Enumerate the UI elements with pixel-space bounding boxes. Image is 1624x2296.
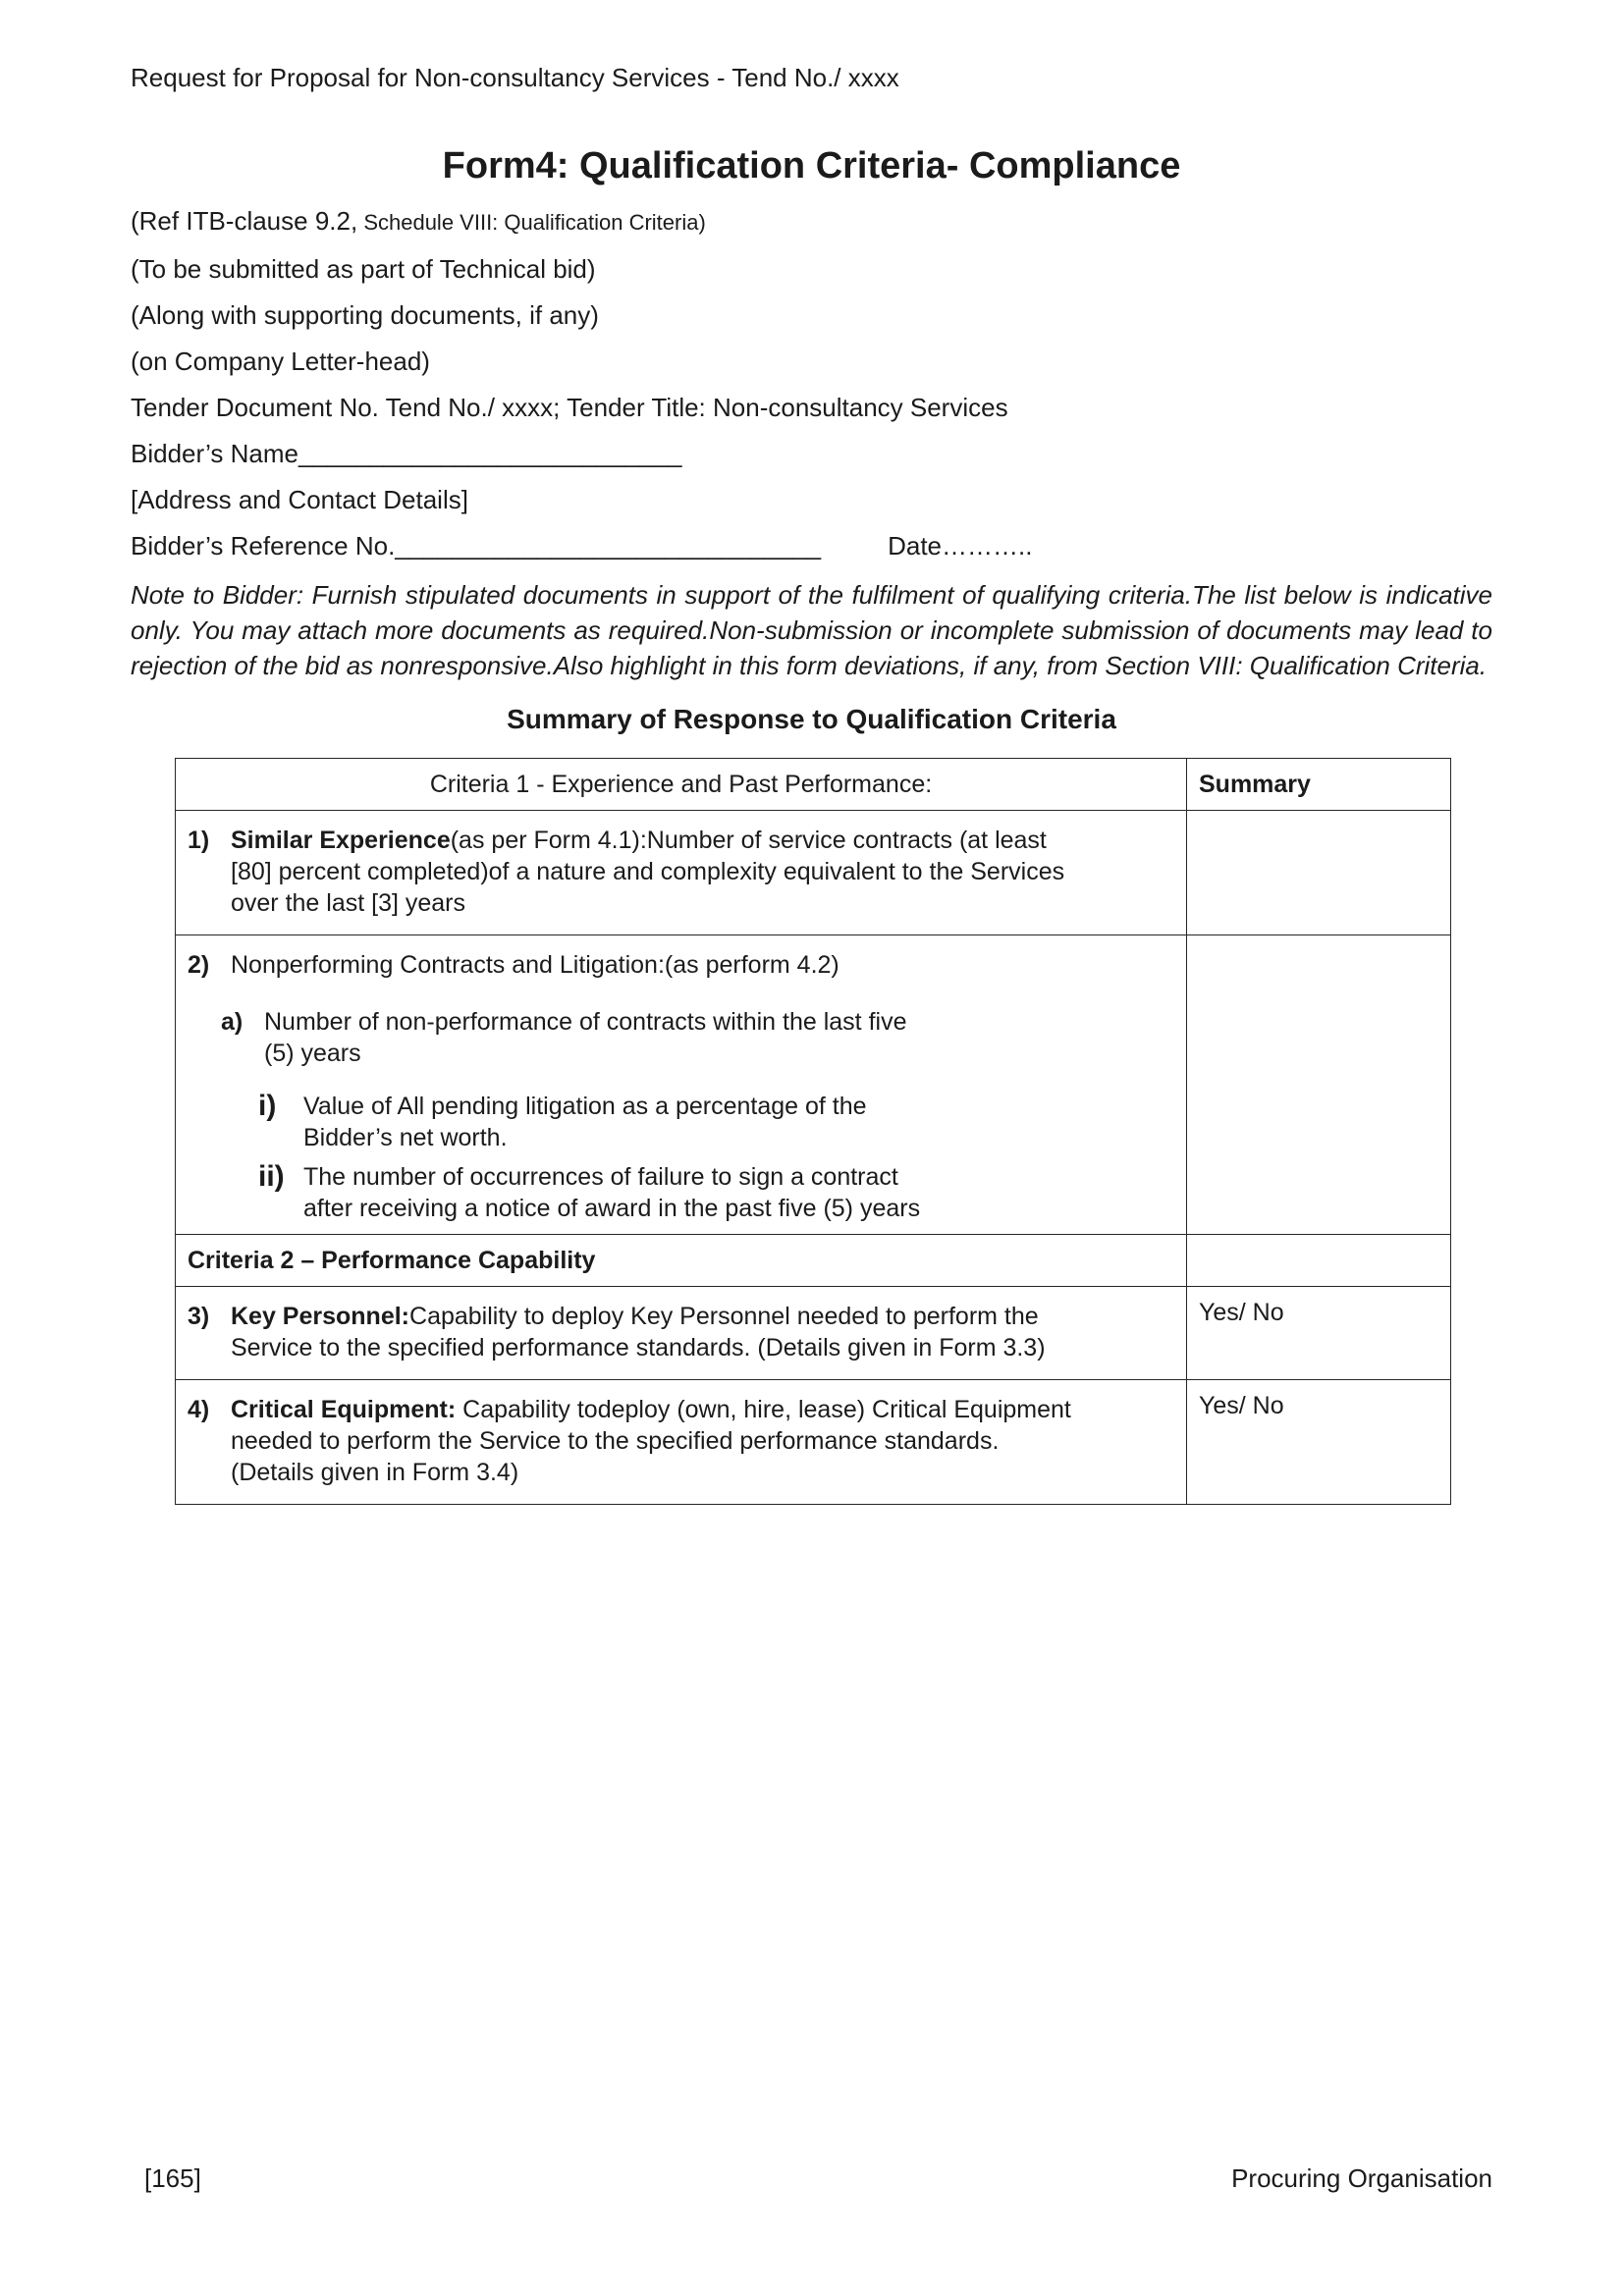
item-bold-label: Key Personnel:	[231, 1303, 410, 1330]
list-item	[188, 1394, 1174, 1488]
summary-table-title: Summary of Response to Qualification Criteria	[507, 704, 1116, 734]
item-body-text: Capability to deploy Key Personnel needed to perform the Service to the specified performance standards. (Details given in Form 3.3)	[231, 1303, 1046, 1362]
criteria1-header-cell: Criteria 1 - Experience and Past Performance:	[176, 759, 1187, 811]
item-text	[231, 825, 1174, 919]
critical-equipment-row	[176, 1380, 1451, 1505]
ref-clause-line	[131, 206, 1492, 238]
technical-bid-line: (To be submitted as part of Technical bid)	[131, 254, 596, 284]
nonperforming-contracts-row	[176, 935, 1451, 1235]
summary-cell	[1187, 935, 1451, 1235]
document-header: Request for Proposal for Non-consultancy Services - Tend No./ xxxx	[131, 63, 899, 92]
item-number: a)	[221, 1008, 244, 1036]
item-bold-label: Similar Experience	[231, 827, 451, 854]
bidder-reference-line	[131, 531, 1492, 561]
address-contact-line: [Address and Contact Details]	[131, 485, 468, 514]
criteria2-header-row	[176, 1235, 1451, 1287]
summary-cell	[1187, 1235, 1451, 1287]
item-number: ii)	[258, 1160, 285, 1193]
key-personnel-cell	[176, 1287, 1187, 1380]
nonperforming-contracts-cell	[176, 935, 1187, 1235]
supporting-docs-line: (Along with supporting documents, if any)	[131, 300, 599, 330]
summary-cell: Yes/ No	[1187, 1380, 1451, 1505]
bidder-name-line: Bidder’s Name___________________________	[131, 439, 682, 468]
footer-organisation: Procuring Organisation	[1231, 2163, 1492, 2193]
similar-experience-row	[176, 811, 1451, 935]
ref-clause-schedule: Schedule VIII: Qualification Criteria)	[357, 210, 706, 235]
list-item	[188, 1301, 1174, 1363]
bidder-reference-label: Bidder’s Reference No.______________________________	[131, 531, 822, 561]
item-number: 2)	[188, 951, 210, 979]
list-item	[188, 949, 1174, 981]
critical-equipment-cell	[176, 1380, 1187, 1505]
sub-list-item-a	[188, 1006, 1174, 1069]
key-personnel-row	[176, 1287, 1451, 1380]
item-text	[231, 1301, 1174, 1363]
item-number: i)	[258, 1090, 277, 1122]
item-number: 1)	[188, 827, 210, 854]
criteria2-header-cell: Criteria 2 – Performance Capability	[176, 1235, 1187, 1287]
item-text: Number of non-performance of contracts within the last five (5) years	[264, 1008, 907, 1067]
item-number: 4)	[188, 1396, 210, 1423]
summary-cell: Yes/ No	[1187, 1287, 1451, 1380]
item-text	[231, 1394, 1174, 1488]
list-item	[188, 825, 1174, 919]
form-title: Form4: Qualification Criteria- Compliance	[442, 145, 1181, 187]
sub-list-item-ii	[188, 1161, 1174, 1224]
item-body-text: Capability todeploy (own, hire, lease) Critical Equipment needed to perform the Service to the specified performance standards. (Details given in Form 3.4)	[231, 1396, 1071, 1486]
note-to-bidder: Note to Bidder: Furnish stipulated documents in support of the fulfilment of qualifying criteria.The list below is indicative only. You may attach more documents as required.Non-submission or incomplete submission of documents may lead to rejection of the bid as nonresponsive.Also highlight in this form deviations, if any, from Section VIII: Qualification Criteria.	[131, 580, 1492, 680]
date-label: Date………..	[888, 531, 1033, 561]
qualification-criteria-table	[175, 758, 1451, 1505]
item-bold-label: Critical Equipment:	[231, 1396, 457, 1423]
similar-experience-cell	[176, 811, 1187, 935]
sub-list-item-i	[188, 1091, 1174, 1153]
item-text: The number of occurrences of failure to sign a contract after receiving a notice of award in the past five (5) years	[303, 1163, 921, 1222]
item-text: Nonperforming Contracts and Litigation:(as perform 4.2)	[231, 951, 839, 979]
item-body-text: (as per Form 4.1):Number of service contracts (at least [80] percent completed)of a nature and complexity equivalent to the Services over the last [3] years	[231, 827, 1065, 917]
page-number: [165]	[144, 2163, 201, 2193]
item-text: Value of All pending litigation as a percentage of the Bidder’s net worth.	[303, 1093, 867, 1151]
summary-header-cell: Summary	[1187, 759, 1451, 811]
letterhead-line: (on Company Letter-head)	[131, 347, 430, 376]
item-number: 3)	[188, 1303, 210, 1330]
ref-clause-main: (Ref ITB-clause 9.2,	[131, 206, 358, 236]
summary-cell	[1187, 811, 1451, 935]
tender-document-line: Tender Document No. Tend No./ xxxx; Tender Title: Non-consultancy Services	[131, 393, 1008, 422]
criteria1-header-row	[176, 759, 1451, 811]
